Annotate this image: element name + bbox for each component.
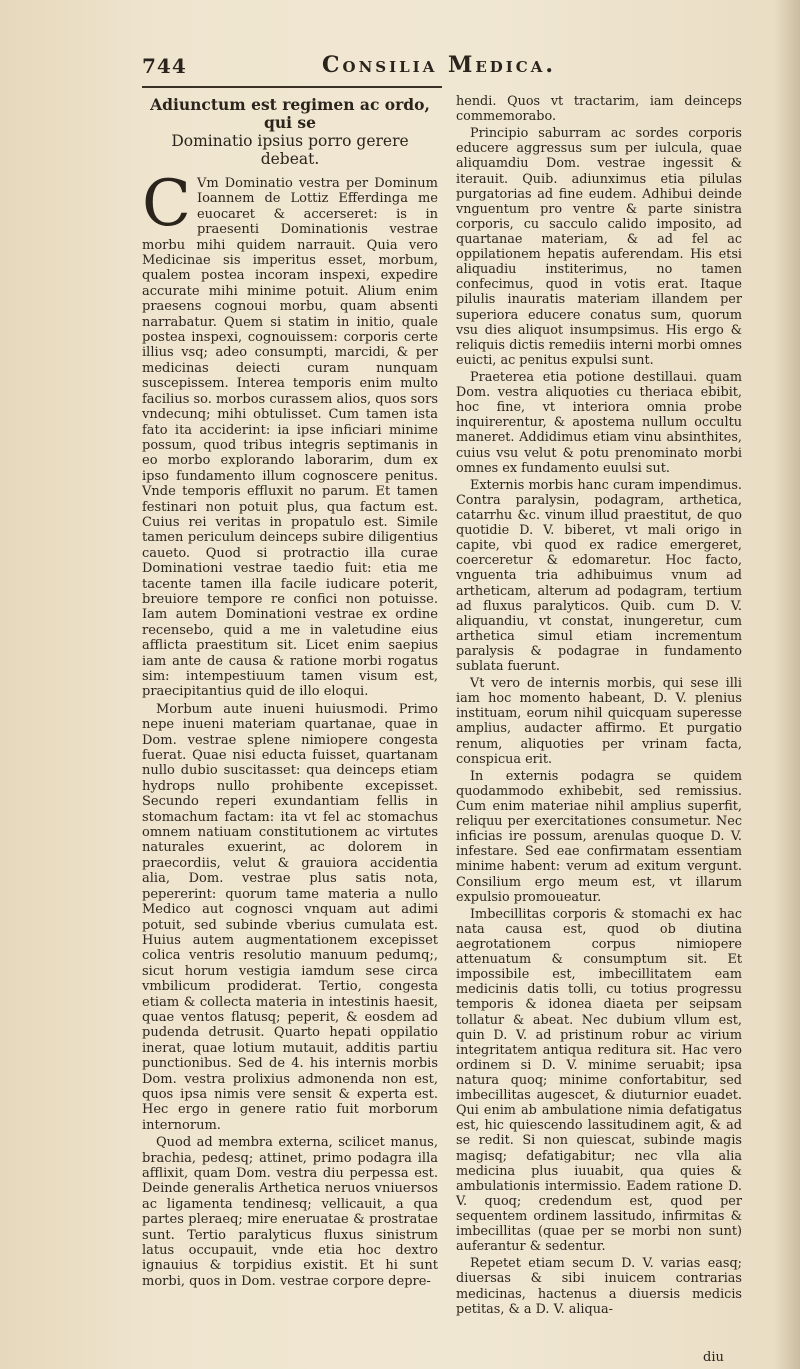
running-title: Consilia Medica.	[322, 52, 557, 78]
paragraph-text: Vm Dominatio vestra per Dominum Ioannem de Lottiz Efferdinga me euocaret & accerseret: is in praesenti Dominationis vestrae morbu mihi quidem narrauit. Quia vero Medicinae sis imperitus esset, morbum, qualem postea incoram inspexi, expedire accurate mihi minime potuit. Alium enim praesens cognoui morbu, quam absenti narrabatur. Quem si statim in initio, quale postea inspexi, cognouissem: corporis certe illius vsq; adeo consumpti, marcidi, & per medicinas deiecti curam nunquam suscepissem. Interea temporis enim multo facilius so. morbos curassem alios, quos sors vndecunq; mihi obtulisset. Cum tamen ista fato ita acciderint: ia ipse inficiari minime possum, quod tribus integris septimanis in eo morbo explorando laborarim, dum ex ipso fundamento illum cognoscere penitus. Vnde temporis effluxit no parum. Et tamen festinari non potuit plus, qua factum est. Cuius rei veritas in propatulo est. Simile tamen periculum deinceps subire diligentius caueto. Quod si protractio illa curae Dominationi vestrae taedio fuit: etia me tacente tamen illa facile iudicare poterit, breuiore tempore re confici non potuisse. Iam autem Dominationi vestrae ex ordine recensebo, quid a me in valetudine eius afflicta praestitum sit. Licet enim saepius iam ante de causa & ratione morbi rogatus sim: intempestiuum tamen visum est, praecipitantius quid de illo eloqui.	[142, 176, 438, 700]
section-title	[142, 96, 438, 168]
section-title-line-2: Dominatio ipsius porro gerere	[171, 132, 409, 150]
paragraph: Quod ad membra externa, scilicet manus, brachia, pedesq; attinet, primo podagra illa afflixit, quam Dom. vestra diu perpessa est. Deinde generalis Arthetica neruos vniuersos ac ligamenta tendinesq; vellicauit, a qua partes pleraeq; mire eneruatae & prostratae sunt. Tertio paralyticus fluxus sinistrum latus occupauit, vnde etia hoc dextro ignauius & torpidius existit. Et hi sunt morbi, quos in Dom. vestrae corpore depre-	[142, 1135, 438, 1289]
paragraph: Principio saburram ac sordes corporis educere aggressus sum per iulcula, quae aliquamdiu Dom. vestrae ingessit & iterauit. Quib. adiunximus etia pilulas purgatorias ad fine eudem. Adhibui deinde vnguentum pro ventre & parte sinistra corporis, cu sacculo calido imposito, ad quartanae materiam, & ad fel ac oppilationem hepatis auferendam. His etsi aliquadiu institerimus, no tamen confecimus, quod in votis erat. Itaque pilulis inauratis materiam illandem per superiora educere conatus sum, quorum vsu dies aliquot insumpsimus. His ergo & reliquis dictis remediis interni morbi omnes euicti, ac penitus expulsi sunt.	[456, 126, 742, 368]
paragraph: In externis podagra se quidem quodammodo exhibebit, sed remissius. Cum enim materiae nihil amplius superfit, reliquu per exercitationes consumetur. Nec inficias ire possum, arenulas quoque D. V. infestare. Sed eae confirmatam essentiam minime habent: verum ad exitum vergunt. Consilium ergo meum est, vt illarum expulsio promoueatur.	[456, 768, 742, 905]
paragraph: Repetet etiam secum D. V. varias easq; diuersas & sibi inuicem contrarias medicinas, hactenus a diuersis medicis petitas, & a D. V. aliqua-	[456, 1256, 742, 1317]
page-header	[142, 54, 592, 88]
paragraph: Vt vero de internis morbis, qui sese illi iam hoc momento habeant, D. V. plenius instituam, eorum nihil quicquam superesse amplius, audacter affirmo. Et purgatio renum, aliquoties per vrinam facta, conspicua erit.	[456, 676, 742, 767]
paragraph: Externis morbis hanc curam impendimus. Contra paralysin, podagram, arthetica, catarrhu &c. vinum illud praestitut, de quo quotidie D. V. biberet, vt mali origo in capite, vbi quod ex radice emergeret, coerceretur & edomaretur. Hoc facto, vnguenta tria adhibuimus vnum ad artheticam, alterum ad podagram, tertium ad fluxus paralyticos. Quib. cum D. V. aliquandiu, vt constat, inungeretur, cum arthetica simul etiam incrementum paralysis & podagrae in fundamento sublata fuerunt.	[456, 477, 742, 675]
left-column	[142, 90, 438, 1289]
catchword: diu	[703, 1350, 724, 1365]
paragraph: Imbecillitas corporis & stomachi ex hac nata causa est, quod ob diutina aegrotationem corpus nimiopere attenuatum & consumptum sit. Et impossibile est, imbecillitatem eam medicinis datis tolli, cu totius progressu temporis & idonea diaeta per seipsam tollatur & abeat. Nec dubium vllum est, quin D. V. ad pristinum robur ac virium integritatem antiqua reditura sit. Hac vero ordinem si D. V. minime seruabit; ipsa natura quoq; minime confortabitur, sed imbecillitas augescet, & diuturnior euadet. Qui enim ab ambulatione nimia defatigatus est, hic quiescendo lassitudinem agit, & ad se redit. Si non quiescat, subinde magis magisq; defatigabitur; nec vlla alia medicina plus iuuabit, qua quies & ambulationis intermissio. Eadem ratione D. V. quoq; credendum est, quod per sequentem ordinem lassitudo, infirmitas & imbecillitas (quae per se morbi non sunt) auferantur & sedentur.	[456, 906, 742, 1255]
paragraph	[142, 167, 438, 700]
page-number: 744	[142, 54, 187, 78]
header-rule	[142, 86, 442, 88]
paragraph: Morbum aute inueni huiusmodi. Primo nepe inueni materiam quartanae, quae in Dom. vestrae splene nimiopere congesta fuerat. Quae nisi educta fuisset, quartanam nullo dubio suscitasset: qua deinceps etiam hydrops nullo prohibente excepisset. Secundo reperi exundantiam fellis in stomachum factam: ita vt fel ac stomachus omnem natiuam constitutionem ac virtutes naturales exuerint, ac dolorem in praecordiis, velut & grauiora accidentia alia, Dom. vestrae plus satis nota, pepererint: quorum tame materia a nullo Medico aut cognosci vnquam aut adimi potuit, sed subinde vberius cumulata est. Huius autem augmentationem excepisset colica ventris resolutio manuum pedumq;, sicut horum vestigia iamdum sese circa vmbilicum prodiderat. Tertio, congesta etiam & collecta materia in intestinis haesit, quae ventos flatusq; peperit, & eosdem ad pudenda detrusit. Quarto hepati oppilatio inerat, quae lotium mutauit, additis partiu punctionibus. Sed de 4. his internis morbis Dom. vestra prolixius admonenda non est, quos ipsa nimis vere sensit & experta est. Hec ergo in genere ratio fuit morborum internorum.	[142, 701, 438, 1133]
right-column	[456, 94, 742, 1317]
drop-cap-initial: C	[142, 167, 191, 241]
section-title-line-1: Adiunctum est regimen ac ordo, qui se	[150, 95, 430, 132]
paragraph: Praeterea etia potione destillaui. quam Dom. vestra aliquoties cu theriaca ebibit, hoc fine, vt interiora omnia probe inquirerentur, & apostema nullum occultu maneret. Addidimus etiam vinu absinthites, cuius vsu velut & potu prenominato morbi omnes ex fundamento euulsi sut.	[456, 369, 742, 476]
section-title-line-3: debeat.	[260, 150, 320, 168]
page-gutter-shadow	[774, 0, 800, 1369]
paragraph: hendi. Quos vt tractarim, iam deinceps commemorabo.	[456, 94, 742, 125]
